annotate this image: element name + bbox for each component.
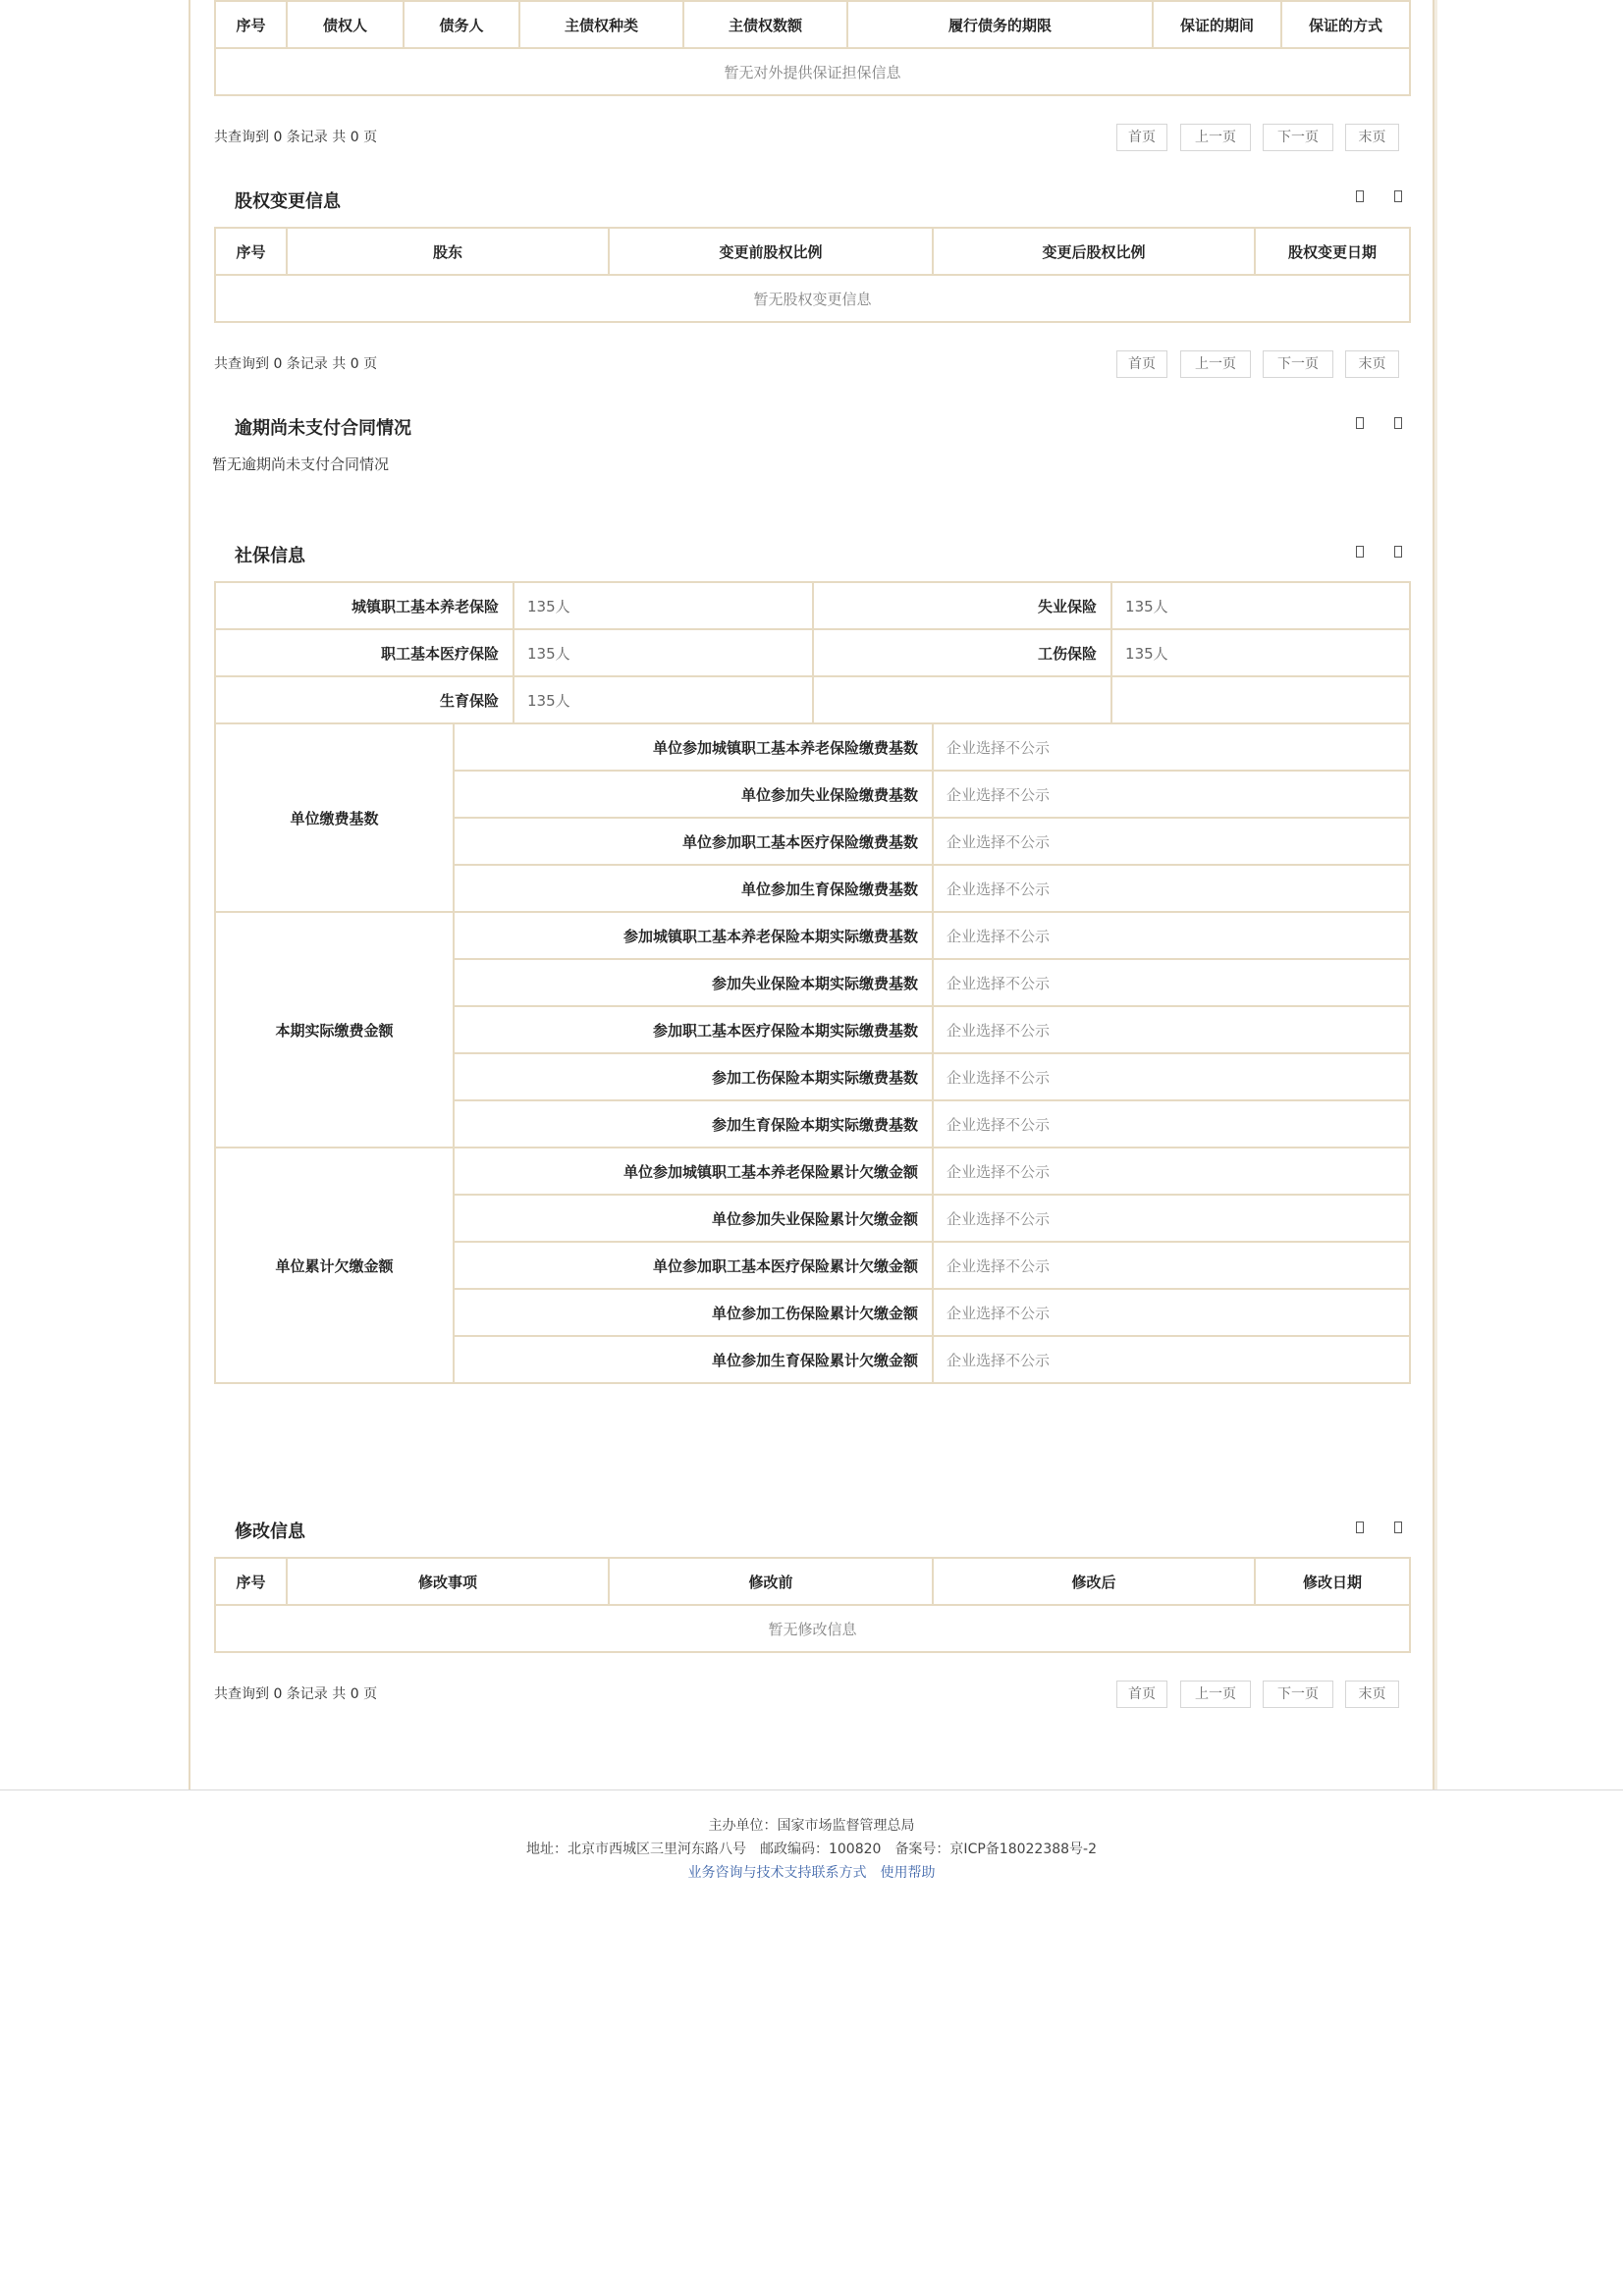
next-page-button[interactable]: 下一页 [1263, 1681, 1333, 1708]
footer-postcode: 邮政编码：100820 [759, 1842, 882, 1857]
item-value: 企业选择不公示 [933, 865, 1410, 912]
modifications-pagination [214, 1681, 1409, 1708]
insurance-label: 工伤保险 [813, 629, 1111, 676]
guarantee-pagination [214, 124, 1409, 151]
header-cell-claim-type: 主债权种类 [519, 1, 683, 48]
next-page-button[interactable]: 下一页 [1263, 350, 1333, 378]
insurance-count: 135人 [1111, 629, 1410, 676]
footer-links-line [0, 1861, 1623, 1885]
equity-change-pagination [214, 350, 1409, 378]
item-label: 单位参加城镇职工基本养老保险缴费基数 [454, 723, 933, 771]
empty-cell [813, 676, 1111, 723]
item-label: 单位参加职工基本医疗保险缴费基数 [454, 818, 933, 865]
glyph-box-icon[interactable] [1394, 546, 1402, 558]
guarantee-table [214, 0, 1411, 96]
footer-sponsor: 主办单位：国家市场监督管理总局 [708, 1818, 915, 1834]
next-page-button[interactable]: 下一页 [1263, 124, 1333, 151]
group-label: 单位累计欠缴金额 [215, 1148, 454, 1383]
overdue-contracts-empty-message: 暂无逾期尚未支付合同情况 [212, 455, 390, 473]
empty-row [215, 1605, 1410, 1652]
insurance-label: 生育保险 [215, 676, 514, 723]
last-page-button[interactable]: 末页 [1345, 124, 1399, 151]
equity-change-table [214, 227, 1411, 323]
header-cell-ratio-after: 变更后股权比例 [933, 228, 1255, 275]
item-value: 企业选择不公示 [933, 1336, 1410, 1383]
item-label: 单位参加生育保险累计欠缴金额 [454, 1336, 933, 1383]
insurance-label: 职工基本医疗保险 [215, 629, 514, 676]
header-cell-item: 修改事项 [287, 1558, 609, 1605]
item-value: 企业选择不公示 [933, 1242, 1410, 1289]
empty-row [215, 48, 1410, 95]
insurance-label: 失业保险 [813, 582, 1111, 629]
item-value: 企业选择不公示 [933, 912, 1410, 959]
item-label: 单位参加职工基本医疗保险累计欠缴金额 [454, 1242, 933, 1289]
header-cell-shareholder: 股东 [287, 228, 609, 275]
item-label: 单位参加工伤保险累计欠缴金额 [454, 1289, 933, 1336]
header-cell-guarantee-period: 保证的期间 [1153, 1, 1281, 48]
insurance-label: 城镇职工基本养老保险 [215, 582, 514, 629]
section-title: 社保信息 [235, 546, 305, 566]
pagination-summary: 共查询到 0 条记录 共 0 页 [214, 356, 378, 372]
header-cell-index: 序号 [215, 228, 287, 275]
prev-page-button[interactable]: 上一页 [1180, 350, 1251, 378]
item-value: 企业选择不公示 [933, 723, 1410, 771]
header-cell-before: 修改前 [609, 1558, 933, 1605]
table-header-row [215, 1558, 1410, 1605]
empty-message: 暂无股权变更信息 [215, 275, 1410, 322]
first-page-button[interactable]: 首页 [1116, 124, 1167, 151]
table-header-row [215, 228, 1410, 275]
first-page-button[interactable]: 首页 [1116, 350, 1167, 378]
footer-address-line [0, 1838, 1623, 1861]
glyph-box-icon[interactable] [1356, 1522, 1364, 1533]
header-cell-guarantee-method: 保证的方式 [1281, 1, 1410, 48]
header-cell-performance-term: 履行债务的期限 [847, 1, 1153, 48]
social-insurance-header [214, 545, 1409, 568]
header-cell-after: 修改后 [933, 1558, 1255, 1605]
glyph-box-icon[interactable] [1394, 417, 1402, 429]
insurance-count: 135人 [1111, 582, 1410, 629]
item-value: 企业选择不公示 [933, 771, 1410, 818]
item-value: 企业选择不公示 [933, 1053, 1410, 1100]
modifications-table [214, 1557, 1411, 1653]
overdue-contracts-header [214, 417, 1409, 441]
footer-address: 地址：北京市西城区三里河东路八号 [525, 1842, 746, 1857]
table-row [215, 629, 1410, 676]
table-row [215, 723, 1410, 771]
header-cell-debtor: 债务人 [404, 1, 519, 48]
table-row [215, 676, 1410, 723]
item-value: 企业选择不公示 [933, 959, 1410, 1006]
modifications-header [214, 1521, 1409, 1544]
table-row [215, 912, 1410, 959]
empty-row [215, 275, 1410, 322]
table-row [215, 582, 1410, 629]
item-label: 参加城镇职工基本养老保险本期实际缴费基数 [454, 912, 933, 959]
footer-icp: 备案号：京ICP备18022388号-2 [894, 1842, 1098, 1857]
footer-divider [0, 1789, 1623, 1790]
last-page-button[interactable]: 末页 [1345, 350, 1399, 378]
prev-page-button[interactable]: 上一页 [1180, 124, 1251, 151]
group-label: 本期实际缴费金额 [215, 912, 454, 1148]
empty-message: 暂无对外提供保证担保信息 [215, 48, 1410, 95]
glyph-box-icon[interactable] [1394, 190, 1402, 202]
site-footer [0, 1814, 1623, 1885]
insurance-count: 135人 [514, 629, 813, 676]
item-value: 企业选择不公示 [933, 818, 1410, 865]
item-label: 单位参加生育保险缴费基数 [454, 865, 933, 912]
first-page-button[interactable]: 首页 [1116, 1681, 1167, 1708]
insurance-count: 135人 [514, 676, 813, 723]
last-page-button[interactable]: 末页 [1345, 1681, 1399, 1708]
header-cell-ratio-before: 变更前股权比例 [609, 228, 933, 275]
glyph-box-icon[interactable] [1356, 417, 1364, 429]
item-label: 单位参加失业保险缴费基数 [454, 771, 933, 818]
item-value: 企业选择不公示 [933, 1148, 1410, 1195]
header-cell-date: 修改日期 [1255, 1558, 1410, 1605]
header-cell-index: 序号 [215, 1, 287, 48]
section-title: 股权变更信息 [235, 191, 341, 212]
empty-message: 暂无修改信息 [215, 1605, 1410, 1652]
item-label: 参加失业保险本期实际缴费基数 [454, 959, 933, 1006]
item-label: 单位参加城镇职工基本养老保险累计欠缴金额 [454, 1148, 933, 1195]
pagination-summary: 共查询到 0 条记录 共 0 页 [214, 1686, 378, 1702]
header-cell-creditor: 债权人 [287, 1, 404, 48]
support-contact-link[interactable]: 业务咨询与技术支持联系方式 [687, 1865, 867, 1881]
help-link[interactable]: 使用帮助 [880, 1865, 936, 1881]
table-row [215, 1148, 1410, 1195]
item-label: 参加工伤保险本期实际缴费基数 [454, 1053, 933, 1100]
insurance-count: 135人 [514, 582, 813, 629]
group-label: 单位缴费基数 [215, 723, 454, 912]
item-value: 企业选择不公示 [933, 1006, 1410, 1053]
item-label: 参加生育保险本期实际缴费基数 [454, 1100, 933, 1148]
item-label: 参加职工基本医疗保险本期实际缴费基数 [454, 1006, 933, 1053]
header-cell-change-date: 股权变更日期 [1255, 228, 1410, 275]
header-cell-claim-amount: 主债权数额 [683, 1, 847, 48]
prev-page-button[interactable]: 上一页 [1180, 1681, 1251, 1708]
item-label: 单位参加失业保险累计欠缴金额 [454, 1195, 933, 1242]
item-value: 企业选择不公示 [933, 1100, 1410, 1148]
header-cell-index: 序号 [215, 1558, 287, 1605]
glyph-box-icon[interactable] [1356, 190, 1364, 202]
glyph-box-icon[interactable] [1356, 546, 1364, 558]
equity-change-header [214, 190, 1409, 214]
pagination-summary: 共查询到 0 条记录 共 0 页 [214, 130, 378, 145]
section-title: 修改信息 [235, 1522, 305, 1542]
item-value: 企业选择不公示 [933, 1289, 1410, 1336]
footer-sponsor-line [0, 1814, 1623, 1838]
glyph-box-icon[interactable] [1394, 1522, 1402, 1533]
item-value: 企业选择不公示 [933, 1195, 1410, 1242]
section-title: 逾期尚未支付合同情况 [235, 418, 411, 439]
empty-cell [1111, 676, 1410, 723]
table-header-row [215, 1, 1410, 48]
social-insurance-table [214, 581, 1411, 1384]
